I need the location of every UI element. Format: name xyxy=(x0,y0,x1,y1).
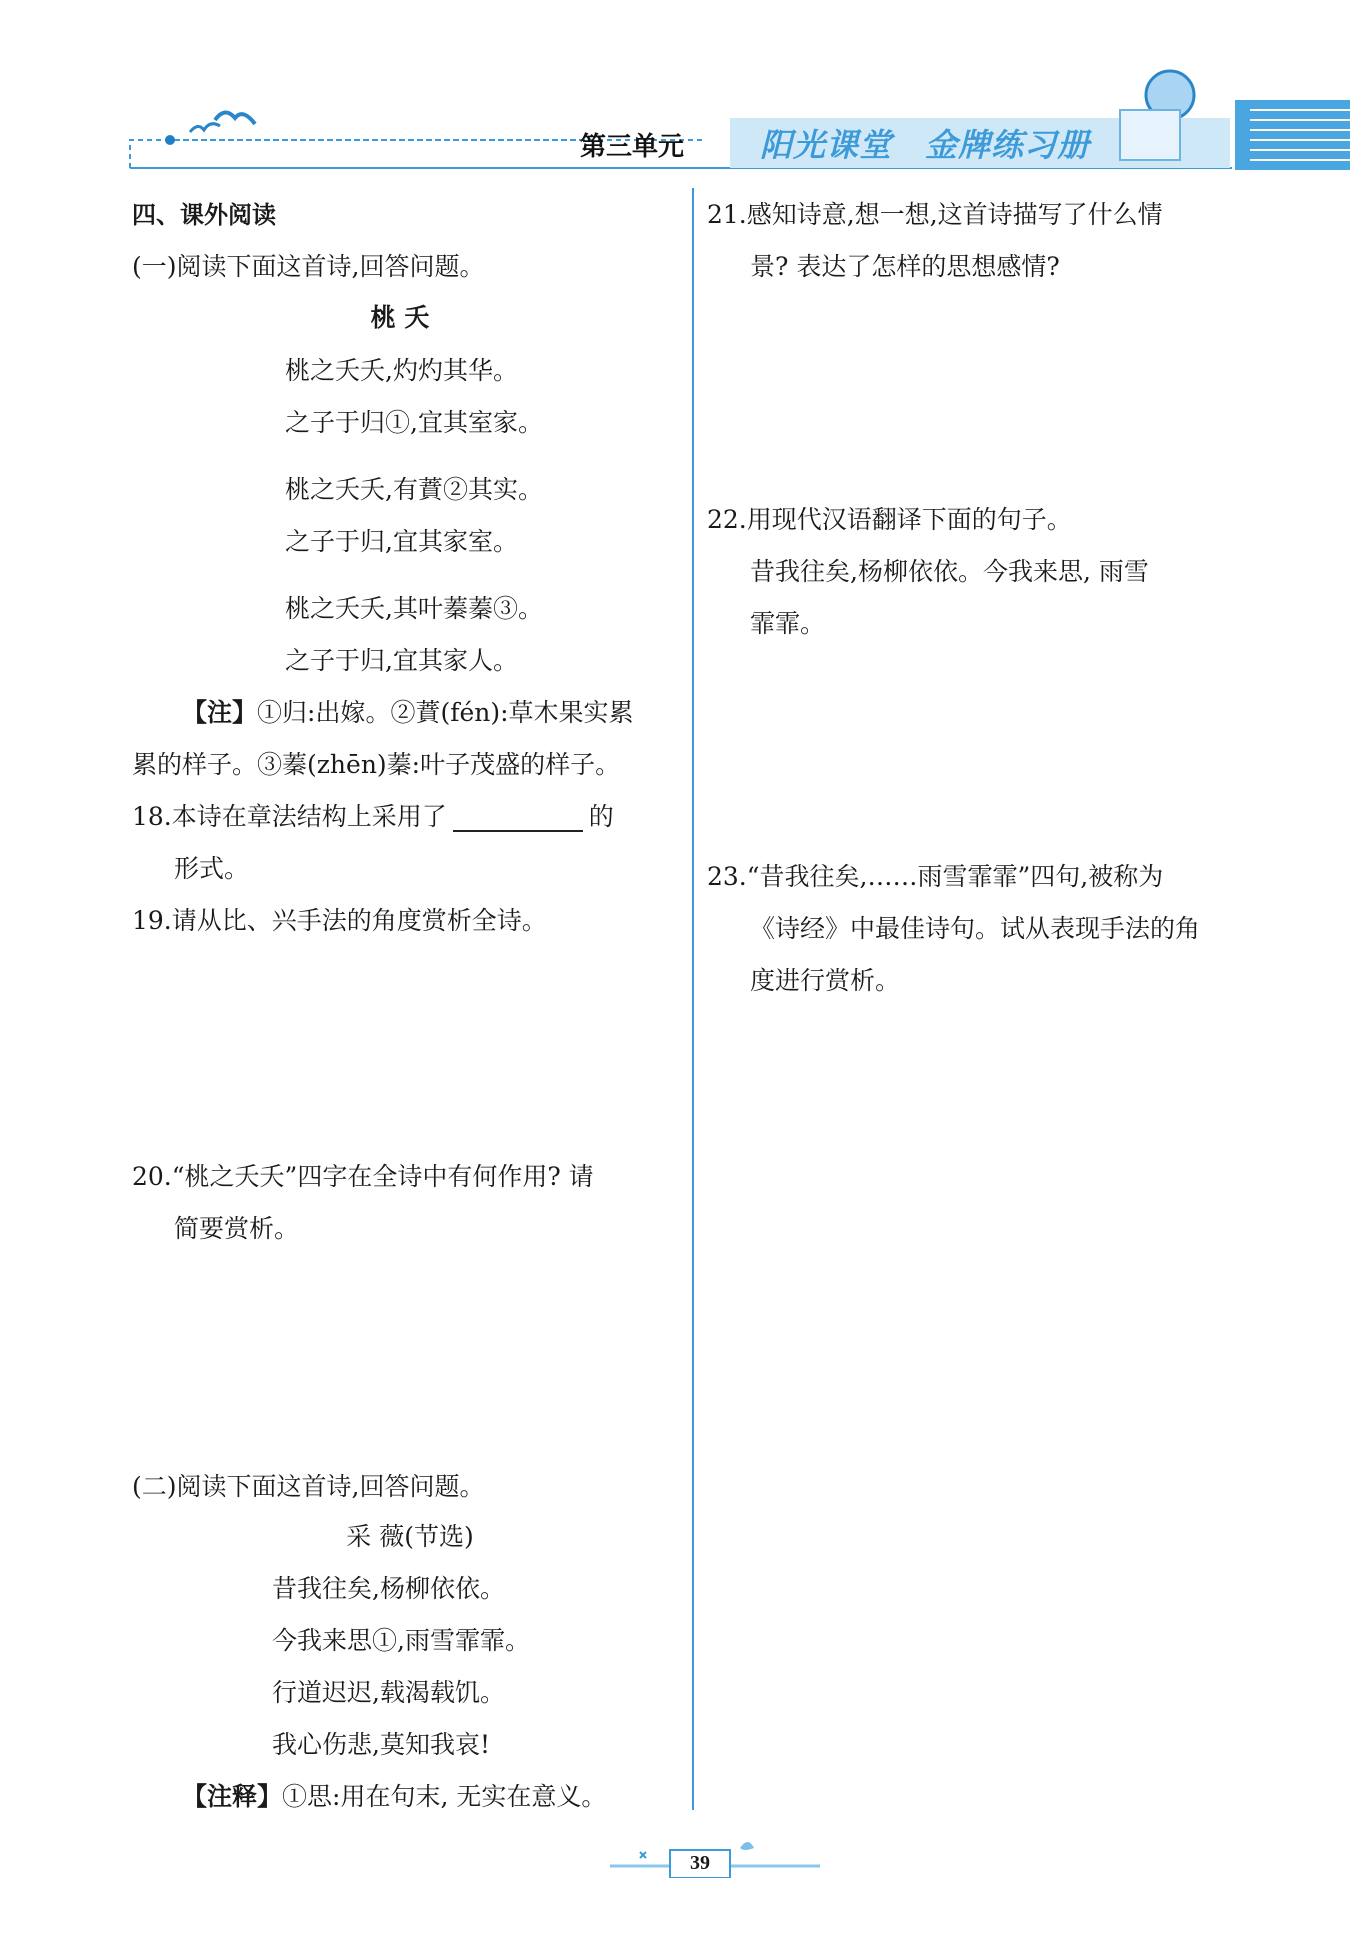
question-23: 23.“昔我往矣,……雨雪霏霏”四句,被称为 xyxy=(707,862,1164,891)
question-21: 21.感知诗意,想一想,这首诗描写了什么情 xyxy=(707,200,1163,229)
poem2-line: 今我来思①,雨雪霏霏。 xyxy=(272,1626,530,1655)
poem2-line: 昔我往矣,杨柳依依。 xyxy=(272,1574,505,1603)
q18-text: 18.本诗在章法结构上采用了 xyxy=(132,802,447,831)
section-title: 四、课外阅读 xyxy=(132,201,276,229)
q18-continuation: 形式。 xyxy=(174,854,250,883)
brand-left: 阳光课堂 xyxy=(760,126,893,164)
poem1-line: 桃之夭夭,灼灼其华。 xyxy=(285,356,518,385)
question-20: 20.“桃之夭夭”四字在全诗中有何作用? 请 xyxy=(132,1162,594,1191)
question-19: 19.请从比、兴手法的角度赏析全诗。 xyxy=(132,906,547,935)
note1 xyxy=(182,698,634,728)
q22-sentence: 昔我往矣,杨柳依依。今我来思, 雨雪 xyxy=(750,557,1149,586)
note1-label: 【注】 xyxy=(182,698,258,727)
q23-line2: 《诗经》中最佳诗句。试从表现手法的角 xyxy=(750,914,1201,943)
poem2-line: 我心伤悲,莫知我哀! xyxy=(272,1730,490,1759)
poem1-line: 之子于归①,宜其室家。 xyxy=(285,408,543,437)
poem1-line: 之子于归,宜其家人。 xyxy=(285,646,518,675)
poem2-line: 行道迟迟,载渴载饥。 xyxy=(272,1678,505,1707)
poem1-line: 桃之夭夭,其叶蓁蓁③。 xyxy=(285,594,543,623)
question-22: 22.用现代汉语翻译下面的句子。 xyxy=(707,505,1072,534)
q18-answer-blank[interactable] xyxy=(453,808,583,832)
note1-line2: 累的样子。③蓁(zhēn)蓁:叶子茂盛的样子。 xyxy=(132,750,621,779)
part2-intro: (二)阅读下面这首诗,回答问题。 xyxy=(132,1472,485,1501)
poem1-line: 桃之夭夭,有蕡②其实。 xyxy=(285,475,543,504)
note2 xyxy=(182,1782,606,1812)
q21-continuation: 景? 表达了怎样的思想感情? xyxy=(750,252,1060,281)
column-divider xyxy=(692,188,694,1810)
poem1-title: 桃 夭 xyxy=(370,303,430,332)
q18-suffix: 的 xyxy=(588,802,614,831)
question-18 xyxy=(132,802,614,832)
unit-title: 第三单元 xyxy=(580,132,685,162)
note1-line1: ①归:出嫁。②蕡(fén):草木果实累 xyxy=(257,698,634,727)
q20-continuation: 简要赏析。 xyxy=(174,1214,300,1243)
note2-text: ①思:用在句末, 无实在意义。 xyxy=(282,1782,607,1811)
q23-line3: 度进行赏析。 xyxy=(750,966,901,995)
poem2-title: 采 薇(节选) xyxy=(346,1522,474,1551)
part1-intro: (一)阅读下面这首诗,回答问题。 xyxy=(132,252,485,281)
note2-label: 【注释】 xyxy=(182,1782,283,1811)
q22-sentence-end: 霏霏。 xyxy=(750,609,826,638)
poem1-line: 之子于归,宜其家室。 xyxy=(285,527,518,556)
page-number: 39 xyxy=(690,1852,710,1874)
brand-right: 金牌练习册 xyxy=(925,126,1091,164)
